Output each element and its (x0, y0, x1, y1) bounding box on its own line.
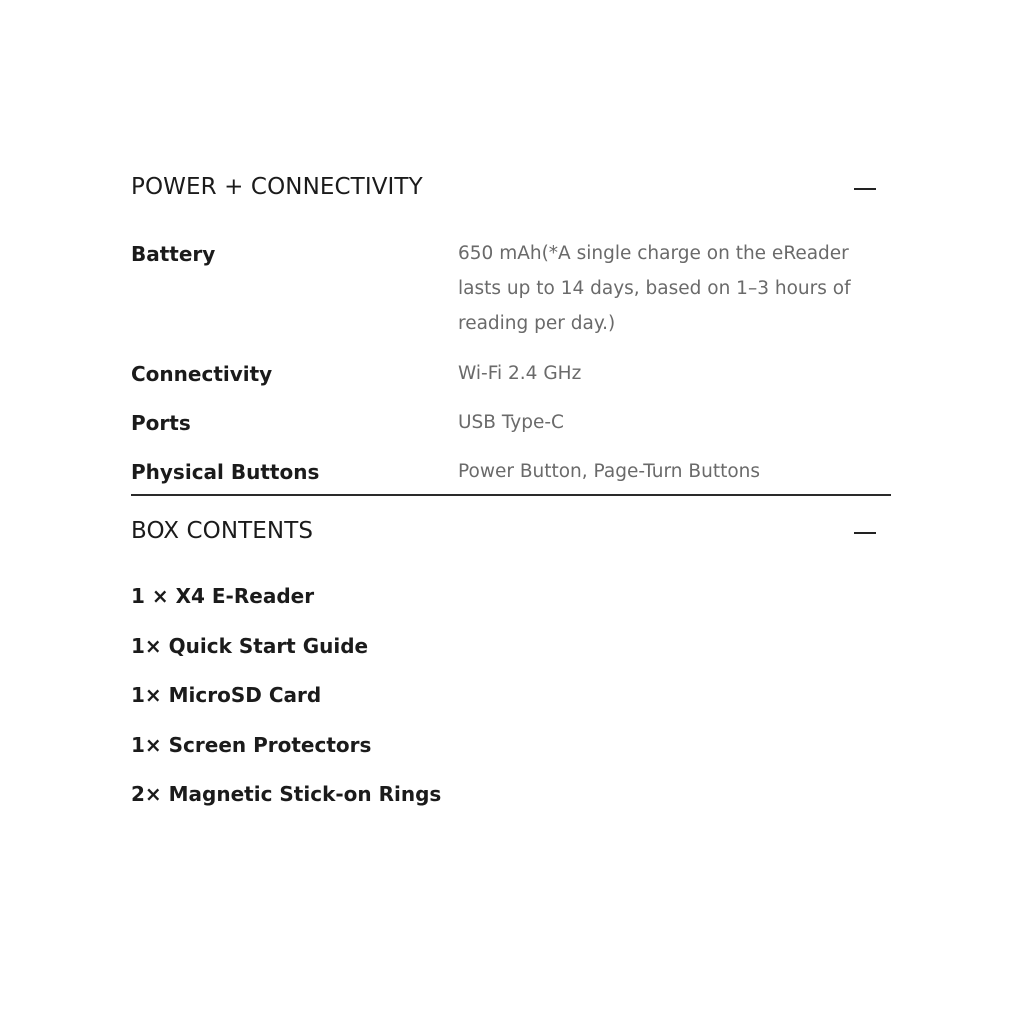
spec-value: USB Type-C (458, 412, 564, 433)
spec-row-ports (131, 410, 891, 459)
spec-value: Power Button, Page-Turn Buttons (458, 461, 761, 482)
spec-value: 650 mAh(*A single charge on the eReader lasts up to 14 days, based on 1–3 hours of reading per day.) (458, 243, 851, 334)
spec-value: Wi-Fi 2.4 GHz (458, 363, 582, 384)
spec-label: Connectivity (131, 362, 273, 386)
list-item: 1× Screen Protectors (131, 732, 372, 757)
spec-accordion (131, 170, 891, 831)
list-item: 1× Quick Start Guide (131, 633, 369, 658)
spec-row-battery (131, 241, 891, 361)
spec-label: Ports (131, 411, 191, 435)
spec-label: Physical Buttons (131, 460, 320, 484)
minus-icon[interactable] (854, 188, 876, 190)
section-divider (131, 494, 891, 496)
box-contents-list (131, 583, 891, 831)
spec-row-physical-buttons (131, 459, 891, 494)
spec-label: Battery (131, 242, 216, 266)
spec-row-connectivity (131, 361, 891, 410)
minus-icon[interactable] (854, 532, 876, 534)
power-connectivity-header[interactable] (131, 170, 891, 208)
section-title: POWER + CONNECTIVITY (131, 174, 423, 200)
list-item: 1 × X4 E-Reader (131, 584, 315, 608)
box-contents-header[interactable] (131, 514, 891, 552)
section-title: BOX CONTENTS (131, 518, 314, 544)
list-item: 1× MicroSD Card (131, 683, 322, 707)
spec-table (131, 241, 891, 494)
list-item: 2× Magnetic Stick-on Rings (131, 782, 442, 806)
